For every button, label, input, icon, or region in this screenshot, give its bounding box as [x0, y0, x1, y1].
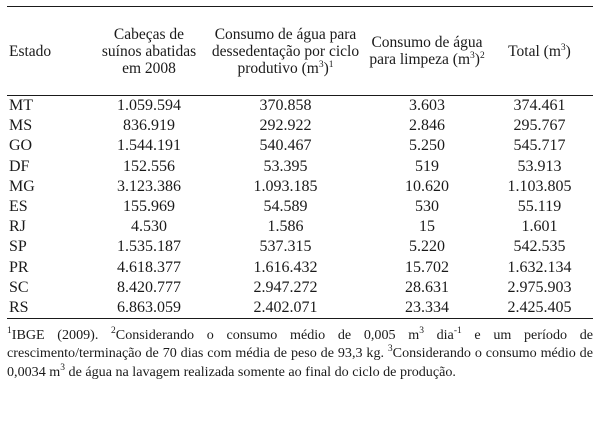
cell-dessedentacao: 2.402.071: [253, 298, 318, 316]
header-estado: Estado: [9, 42, 52, 60]
header-cabecas: Cabeças de suínos abatidas em 2008: [101, 25, 197, 77]
header-dessedentacao: Consumo de água para dessedentação por ciclo produtivo $(m^3)^1$: [211, 25, 360, 77]
cell-limpeza: 530: [415, 198, 439, 216]
cell-total: 1.601: [521, 218, 558, 236]
cell-total: 295.767: [513, 117, 566, 135]
cell-cabecas: 6.863.059: [117, 298, 181, 316]
cell-cabecas: 1.544.191: [117, 137, 181, 155]
footnote-marker-3: 3: [387, 344, 393, 355]
cell-cabecas: 1.535.187: [117, 238, 181, 256]
cell-total: 1.632.134: [507, 258, 572, 276]
cell-estado: MS: [9, 117, 33, 135]
table-footnote: [7, 326, 593, 381]
cell-estado: DF: [9, 157, 30, 175]
header-limpeza: Consumo de água para limpeza $(m^3)^2$: [369, 34, 485, 68]
header-row: [7, 7, 593, 95]
footnote-text-3b: de água na lavagem realizada somente ao final do ciclo de produção.: [65, 363, 456, 380]
cell-cabecas: 4.618.377: [117, 258, 181, 276]
cell-cabecas: 836.919: [123, 117, 175, 135]
cell-dessedentacao: 292.922: [259, 117, 312, 135]
cell-estado: GO: [9, 137, 33, 155]
cell-total: 53.913: [517, 157, 562, 175]
bottom-rule: [7, 318, 593, 319]
cell-limpeza: 2.846: [409, 117, 445, 135]
footnote-marker-2: 2: [111, 326, 116, 337]
cell-cabecas: 8.420.777: [117, 278, 181, 296]
cell-dessedentacao: 1.093.185: [253, 177, 318, 195]
cell-total: 542.535: [513, 238, 566, 256]
cell-cabecas: 1.059.594: [117, 97, 181, 115]
cell-limpeza: 23.334: [405, 298, 449, 316]
table-body: [7, 96, 593, 318]
cell-limpeza: 5.220: [409, 238, 445, 256]
cell-estado: RS: [9, 298, 29, 316]
table-row: [7, 197, 593, 217]
cell-dessedentacao: 537.315: [259, 238, 312, 256]
cell-estado: MT: [9, 97, 33, 115]
cell-estado: SC: [9, 278, 29, 296]
footnote-sup: 3: [419, 326, 424, 337]
footnote-text-3a: Considerando o consumo médio de 0,0034 m: [7, 345, 593, 380]
cell-cabecas: 152.556: [123, 157, 175, 175]
table-row: [7, 157, 593, 177]
cell-total: 2.975.903: [507, 278, 572, 296]
cell-dessedentacao: 370.858: [259, 97, 312, 115]
table-row: [7, 96, 593, 116]
cell-cabecas: 3.123.386: [117, 177, 181, 195]
table-row: [7, 217, 593, 237]
header-total: Total $(m^3)$: [508, 42, 571, 60]
cell-dessedentacao: 1.586: [267, 218, 304, 236]
cell-cabecas: 155.969: [123, 198, 175, 216]
table-row: [7, 237, 593, 257]
footnote-text-1: IBGE (2009).: [11, 327, 112, 344]
cell-total: 2.425.405: [507, 298, 572, 316]
cell-dessedentacao: 2.947.272: [253, 278, 318, 296]
cell-total: 55.119: [517, 198, 562, 216]
cell-limpeza: 10.620: [405, 177, 449, 195]
cell-estado: RJ: [9, 218, 26, 236]
footnote-marker-1: 1: [7, 326, 12, 337]
cell-total: 374.461: [513, 97, 566, 115]
cell-limpeza: 3.603: [409, 97, 445, 115]
cell-dessedentacao: 54.589: [263, 198, 308, 216]
cell-limpeza: 15: [419, 218, 435, 236]
table-row: [7, 258, 593, 278]
water-consumption-table: [7, 7, 593, 95]
footnote-text-2b: dia: [423, 327, 454, 344]
cell-dessedentacao: 540.467: [259, 137, 312, 155]
table-row: [7, 116, 593, 136]
cell-total: 545.717: [513, 137, 566, 155]
footnote-text-2a: Considerando o consumo médio de 0,005 m: [115, 327, 420, 344]
footnote-text-2c: e um período de crescimento/terminação de 70 dias com média de peso de 93,3 kg.: [7, 327, 594, 362]
cell-estado: SP: [9, 238, 27, 256]
table-row: [7, 278, 593, 298]
cell-limpeza: 28.631: [405, 278, 449, 296]
cell-limpeza: 15.702: [405, 258, 449, 276]
footnote-sup: -1: [453, 326, 462, 337]
cell-cabecas: 4.530: [131, 218, 167, 236]
table-figure: [7, 6, 593, 381]
cell-limpeza: 519: [415, 157, 439, 175]
cell-estado: PR: [9, 258, 29, 276]
cell-total: 1.103.805: [507, 177, 572, 195]
cell-estado: MG: [9, 177, 35, 195]
footnote-sup: 3: [60, 362, 65, 373]
cell-limpeza: 5.250: [409, 137, 445, 155]
table-row: [7, 177, 593, 197]
cell-estado: ES: [9, 198, 28, 216]
cell-dessedentacao: 1.616.432: [253, 258, 318, 276]
table-row: [7, 298, 593, 318]
cell-dessedentacao: 53.395: [263, 157, 308, 175]
table-row: [7, 136, 593, 156]
